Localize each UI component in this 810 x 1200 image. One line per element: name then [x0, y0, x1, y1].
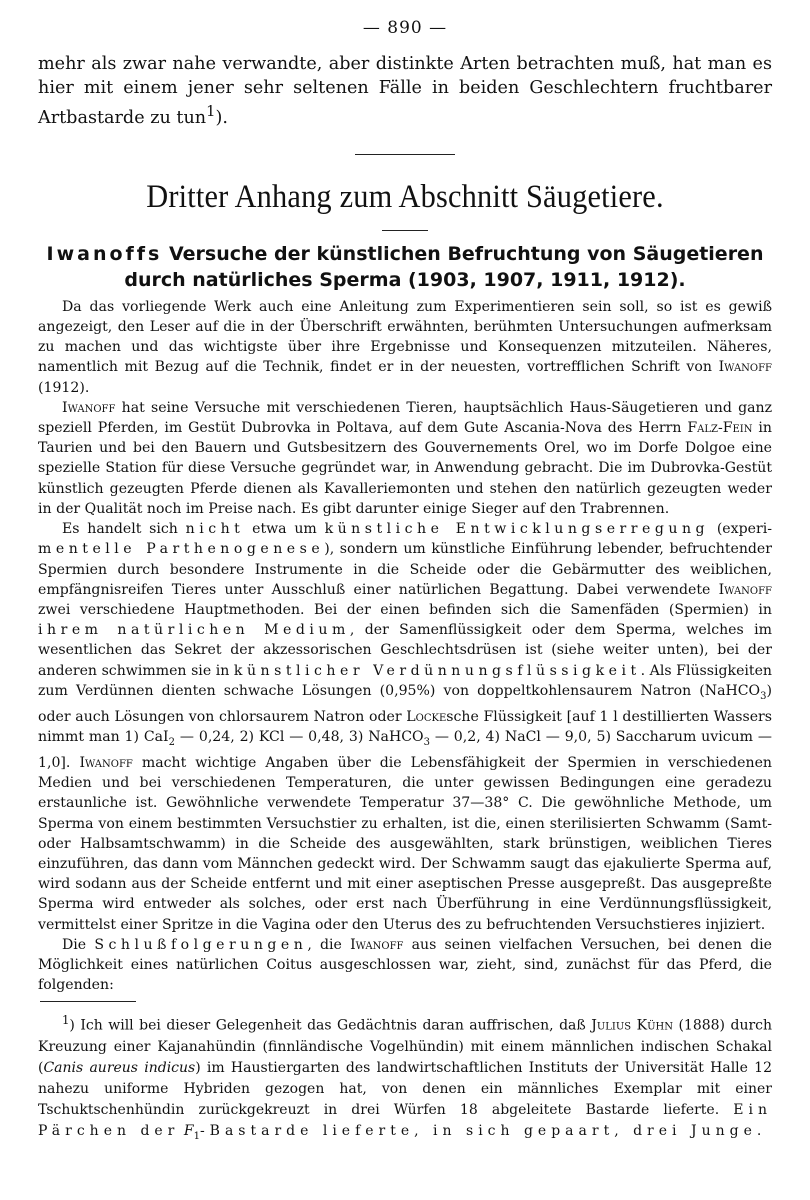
- top-paragraph: mehr als zwar nahe verwandte, aber distinkte Arten betrachten muß, hat man es hier mit einem jener sehr seltenen Fälle in beiden Geschlechtern fruchtbarer Artbastarde zu tun$^1$).: [38, 54, 772, 128]
- page-number: — 890 —: [362, 18, 448, 38]
- subheading-line1: Versuche der künstlichen Befruchtung von Säugetieren: [169, 242, 764, 265]
- section-subheading: [38, 241, 772, 293]
- appendix-heading: Dritter Anhang zum Abschnitt Säugetiere.: [146, 178, 664, 215]
- footnote-divider: [40, 1001, 136, 1002]
- paragraph-1: Da das vorliegende Werk auch eine Anleitung zum Experimentieren sein soll, so ist es gewiß angezeigt, den Leser auf die in der Überschrift erwähnten, berühmten Untersuchungen aufmerksam zu machen und das wichtigste über ihre Ergebnisse und Konsequenzen mitzuteilen. Näheres, namentlich mit Bezug auf die Technik, findet er in der neuesten, vortrefflichen Schrift von Iwanoff (1912).: [38, 298, 772, 396]
- section-divider: [355, 154, 455, 155]
- paragraph-3: Es handelt sich nicht etwa um künstliche Entwicklungserregung (experi- mentelle Parthenogenese), sondern um künstliche Einführung lebender, befruchtender Spermien durch besondere Instrumente in die Scheide oder die Gebärmutter des weiblichen, empfängnisreifen Tieres unter Ausschluß einer natürlichen Begattung. Dabei verwendete Iwanoff zwei verschiedene Hauptmethoden. Bei der einen befinden sich die Samenfäden (Spermien) in ihrem natürlichen Medium, der Samenflüssigkeit oder dem Sperma, welches im wesentlichen das Sekret der akzessorischen Geschlechtsdrüsen ist (siehe weiter unten), bei der anderen schwimmen sie in künstlicher Verdünnungsflüssigkeit. Als Flüssigkeiten zum Verdünnen dienten schwache Lösungen (0,95%) von doppeltkohlensaurem Natron (NaHCO$_3$) oder auch Lösungen von chlorsaurem Natron oder Lockesche Flüssigkeit [auf 1 l destillierten Wassers nimmt man 1) CaI$_2$ — 0,24, 2) KCl — 0,48, 3) NaHCO$_3$ — 0,2, 4) NaCl — 9,0, 5) Saccharum uvicum — 1,0]. Iwanoff macht wichtige Angaben über die Lebensfähigkeit der Spermien in verschiedenen Medien und bei verschiedenen Temperaturen, die unter gewissen Bedingungen eine geradezu erstaunliche ist. Gewöhnliche verwendete Temperatur 37—38° C. Die gewöhnliche Methode, um Sperma von einem bestimmten Versuchstier zu erhalten, ist die, einen sterilisierten Schwamm (Samt- oder Halbsamtschwamm) in die Scheide des ausgewählten, stark brünstigen, weiblichen Tieres einzuführen, das dann vom Männchen gedeckt wird. Der Schwamm saugt das ejakulierte Sperma auf, wird sodann aus der Scheide entfernt und mit einer aseptischen Presse ausgepreßt. Das ausgepreßte Sperma wird entweder als solches, oder erst nach Überführung in eine Verdünnungsflüssigkeit, vermittelst einer Spritze in die Vagina oder den Uterus des zu befruchtenden Versuchstieres injiziert.: [38, 521, 773, 933]
- footnote-mark: 1: [62, 1013, 70, 1028]
- subheading-name: Iwanoffs: [46, 242, 163, 265]
- heading-divider: [382, 230, 428, 231]
- footnote-ref: 1: [206, 103, 216, 120]
- footnote: $^1$) Ich will bei dieser Gelegenheit das Gedächtnis daran auffrischen, daß Julius Kühn (1888) durch Kreuzung einer Kajanahündin (finnländische Vogelhündin) mit einem männlichen indischen Schakal (Canis aureus indicus) im Haustiergarten des landwirtschaftlichen Instituts der Universität Halle 12 nahezu uniforme Hybriden gezogen hat, von denen ein männliches Exemplar mit einer Tschuktschenhündin zurückgekreuzt in drei Würfen 18 abgeleitete Bastarde lieferte. Ein Pärchen der $F_1$-Bastarde lieferte, in sich gepaart, drei Junge.: [38, 1013, 773, 1142]
- paragraph-2: Iwanoff hat seine Versuche mit verschiedenen Tieren, hauptsächlich Haus-Säugetieren und ganz speziell Pferden, im Gestüt Dubrovka in Poltava, auf dem Gute Ascania-Nova des Herrn Falz-Fein in Taurien und bei den Bauern und Gutsbesitzern des Gouvernements Orel, wo im Dorfe Dolgoe eine spezielle Station für diese Versuche gegründet war, in Anwendung gebracht. Die im Dubrovka-Gestüt künstlich gezeugten Pferde dienen als Kavalleriemonten und stehen den natürlich gezeugten weder in der Qualität noch im Preise nach. Es gibt darunter einige Sieger auf den Trabrennen.: [38, 399, 772, 517]
- paragraph-4: Die Schlußfolgerungen, die Iwanoff aus seinen vielfachen Versuchen, bei denen die Möglichkeit eines natürlichen Coitus ausgeschlossen war, zieht, sind, zunächst für das Pferd, die folgenden:: [38, 936, 772, 994]
- body-text: [38, 297, 772, 996]
- subheading-line2: durch natürliches Sperma (1903, 1907, 1911, 1912).: [124, 268, 686, 291]
